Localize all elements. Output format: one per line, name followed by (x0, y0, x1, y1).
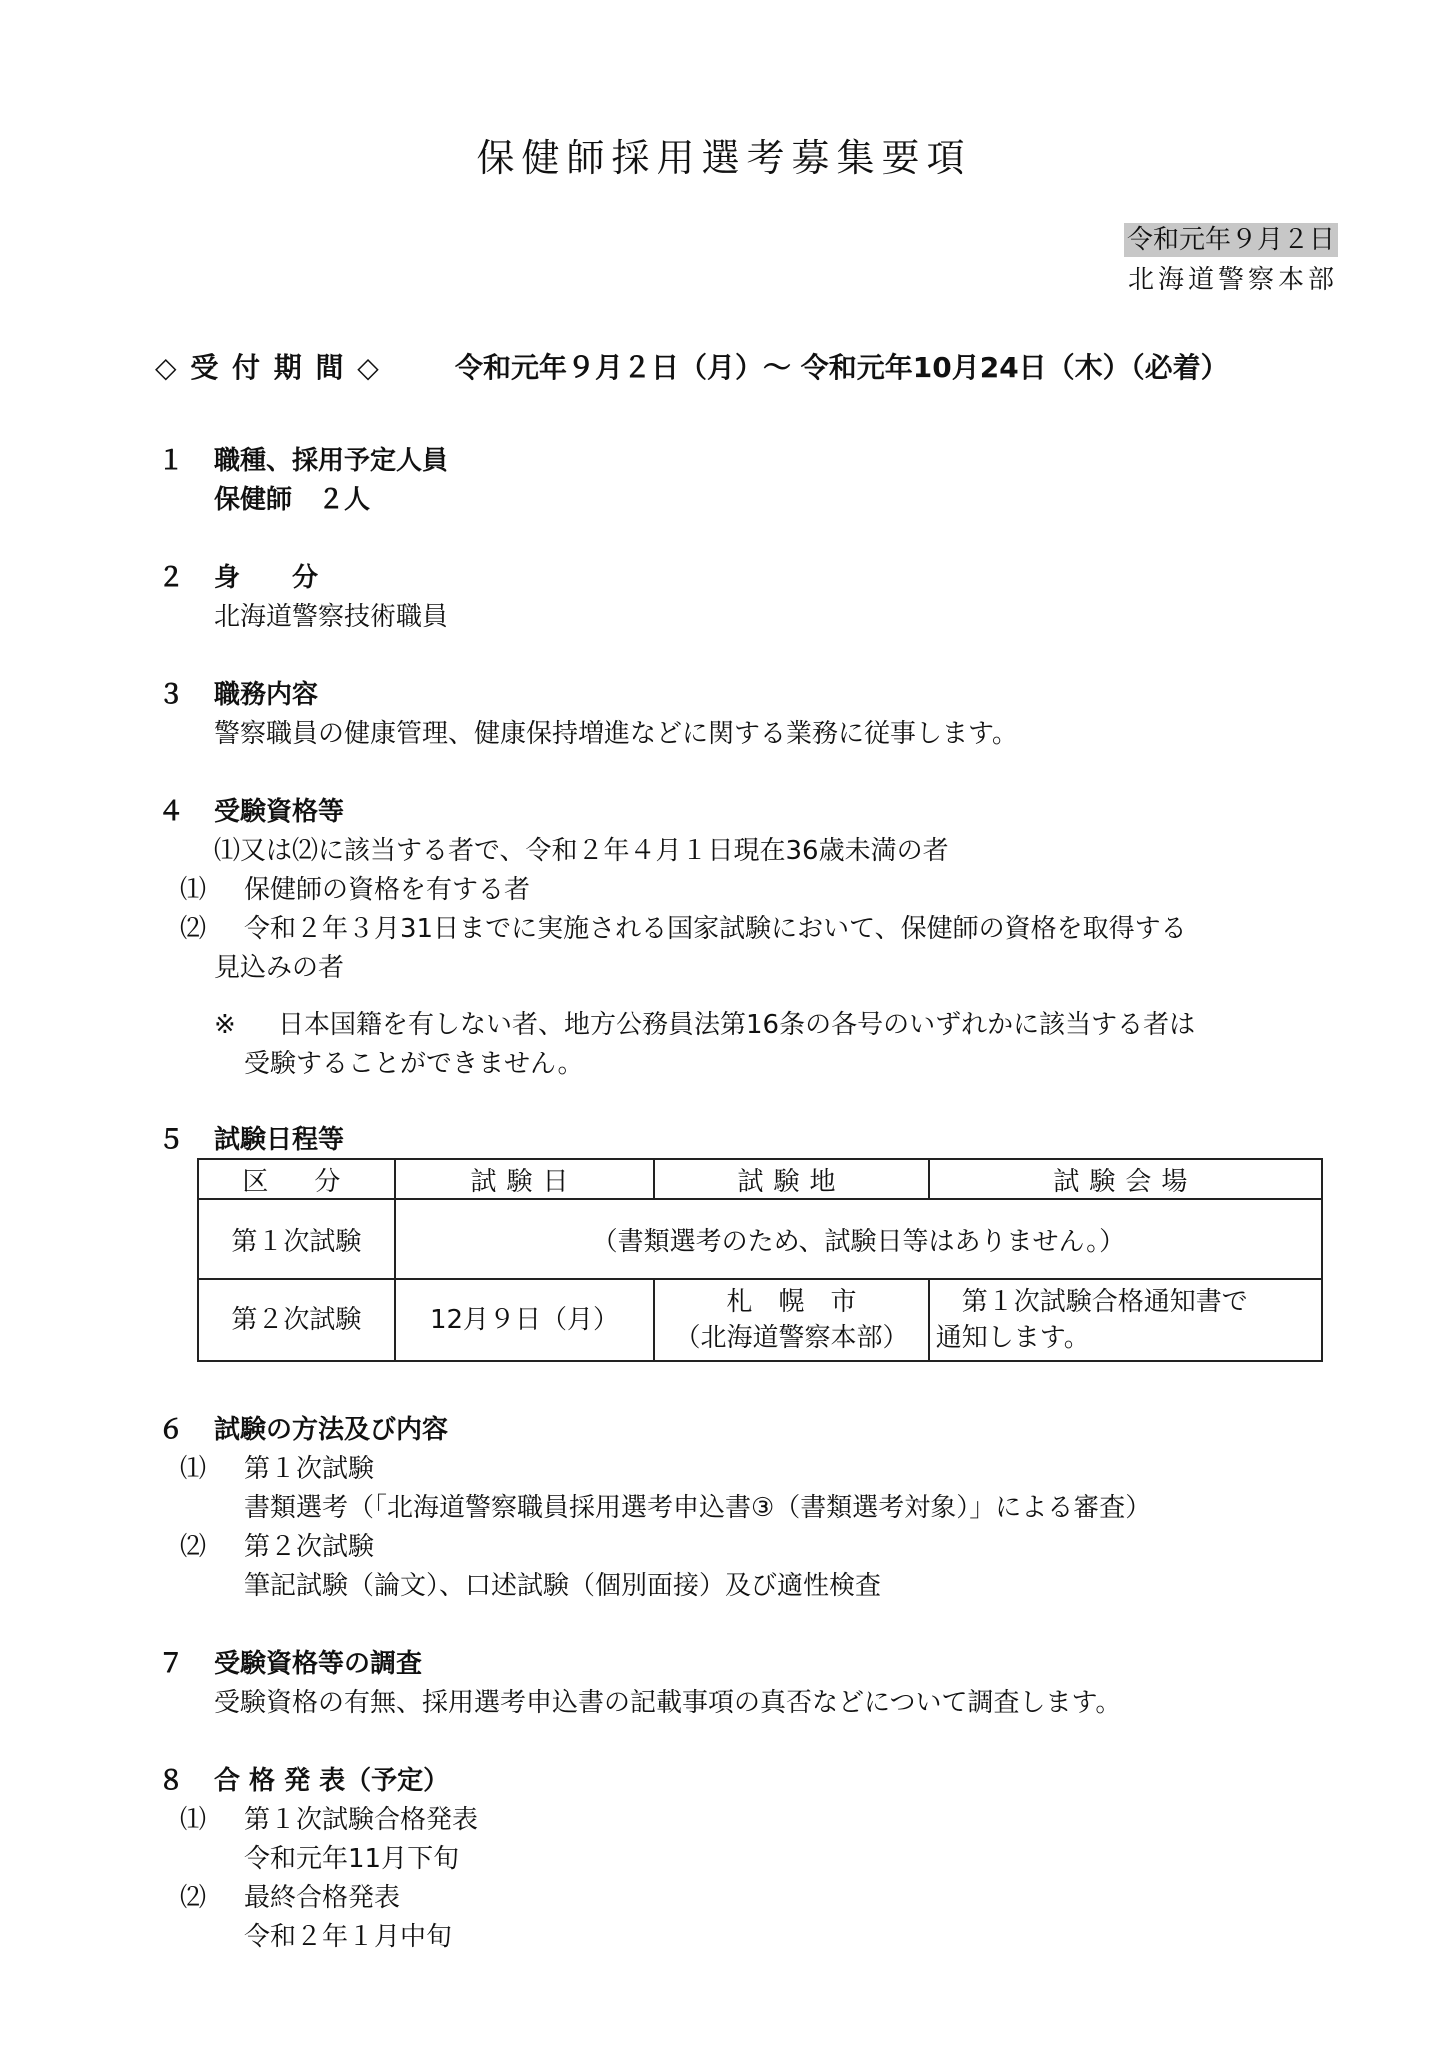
section-5-number: ５ (158, 1125, 185, 1155)
page-title: 保健師採用選考募集要項 (476, 136, 972, 180)
section-3-number: ３ (158, 680, 185, 710)
section-4-item-2-mark: ⑵ (180, 914, 207, 944)
section-2-heading: 身 分 (214, 563, 319, 593)
section-4-note-mark: ※ (214, 1010, 236, 1040)
section-8-number: ８ (158, 1766, 185, 1796)
column-header-category: 区 分 (198, 1159, 395, 1199)
section-8-heading: 合 格 発 表（予定） (214, 1766, 450, 1796)
section-7-body: 受験資格の有無、採用選考申込書の記載事項の真否などについて調査します。 (214, 1688, 1122, 1718)
column-header-venue: 試験会場 (929, 1159, 1322, 1199)
column-header-location: 試験地 (654, 1159, 928, 1199)
section-8-item-1-mark: ⑴ (180, 1805, 207, 1835)
section-4-item-2-line-2: 見込みの者 (214, 953, 345, 983)
section-4-item-2-line-1: 令和２年３月31日までに実施される国家試験において、保健師の資格を取得する (244, 914, 1187, 944)
section-6-number: ６ (158, 1415, 185, 1445)
section-8-item-1-body: 令和元年11月下旬 (244, 1844, 460, 1874)
second-exam-venue-line-2: 通知します。 (935, 1323, 1090, 1353)
section-4-number: ４ (158, 797, 185, 827)
section-4-item-1: 保健師の資格を有する者 (244, 875, 531, 905)
section-6-heading: 試験の方法及び内容 (214, 1415, 449, 1445)
section-6-item-1: 第１次試験 (244, 1454, 375, 1484)
section-4-item-1-mark: ⑴ (180, 875, 207, 905)
period-label: ◇ 受 付 期 間 ◇ (155, 351, 381, 384)
first-exam-note: （書類選考のため、試験日等はありません。） (395, 1199, 1322, 1279)
second-exam-venue-line-1: 第１次試験合格通知書で (935, 1287, 1248, 1317)
section-1-heading: 職種、採用予定人員 (214, 446, 449, 476)
column-header-date: 試験日 (395, 1159, 655, 1199)
section-6-item-1-body: 書類選考（「北海道警察職員採用選考申込書③（書類選考対象）」による審査） (244, 1493, 1152, 1523)
section-5-heading: 試験日程等 (214, 1125, 345, 1155)
second-exam-location-city: 札 幌 市 (726, 1287, 857, 1317)
section-1-number: １ (158, 446, 185, 476)
section-7-number: ７ (158, 1649, 185, 1679)
section-8-item-1: 第１次試験合格発表 (244, 1805, 479, 1835)
section-6-item-1-mark: ⑴ (180, 1454, 207, 1484)
section-6-item-2-mark: ⑵ (180, 1532, 207, 1562)
section-1-body: 保健師 ２人 (214, 485, 371, 515)
table-header-row (198, 1159, 1322, 1199)
section-4-note-line-1: 日本国籍を有しない者、地方公務員法第16条の各号のいずれかに該当する者は (278, 1010, 1196, 1040)
table-row-second-exam (198, 1279, 1322, 1361)
period-value: 令和元年９月２日（月）～ 令和元年10月24日（木）（必着） (455, 351, 1229, 384)
section-8-item-2-body: 令和２年１月中旬 (244, 1922, 453, 1952)
second-exam-location-office: （北海道警察本部） (674, 1323, 909, 1353)
second-exam-venue (929, 1279, 1322, 1361)
section-4-heading: 受験資格等 (214, 797, 345, 827)
table-row-first-exam (198, 1199, 1322, 1279)
section-6-item-2: 第２次試験 (244, 1532, 375, 1562)
section-8-item-2: 最終合格発表 (244, 1883, 401, 1913)
section-2-number: ２ (158, 563, 185, 593)
section-2-body: 北海道警察技術職員 (214, 602, 449, 632)
section-3-heading: 職務内容 (214, 680, 319, 710)
section-3-body: 警察職員の健康管理、健康保持増進などに関する業務に従事します。 (214, 719, 1018, 749)
issue-date: 令和元年９月２日 (1124, 223, 1338, 257)
first-exam-label: 第１次試験 (198, 1199, 395, 1279)
second-exam-location (654, 1279, 928, 1361)
section-4-note-line-2: 受験することができません。 (244, 1049, 584, 1079)
section-6-item-2-body: 筆記試験（論文）、口述試験（個別面接）及び適性検査 (244, 1571, 882, 1601)
section-8-item-2-mark: ⑵ (180, 1883, 207, 1913)
exam-schedule-table (197, 1158, 1323, 1362)
second-exam-label: 第２次試験 (198, 1279, 395, 1361)
section-7-heading: 受験資格等の調査 (214, 1649, 423, 1679)
section-4-intro: ⑴又は⑵に該当する者で、令和２年４月１日現在36歳未満の者 (214, 836, 949, 866)
issuing-organization: 北海道警察本部 (1127, 265, 1338, 295)
second-exam-date: 12月９日（月） (395, 1279, 655, 1361)
